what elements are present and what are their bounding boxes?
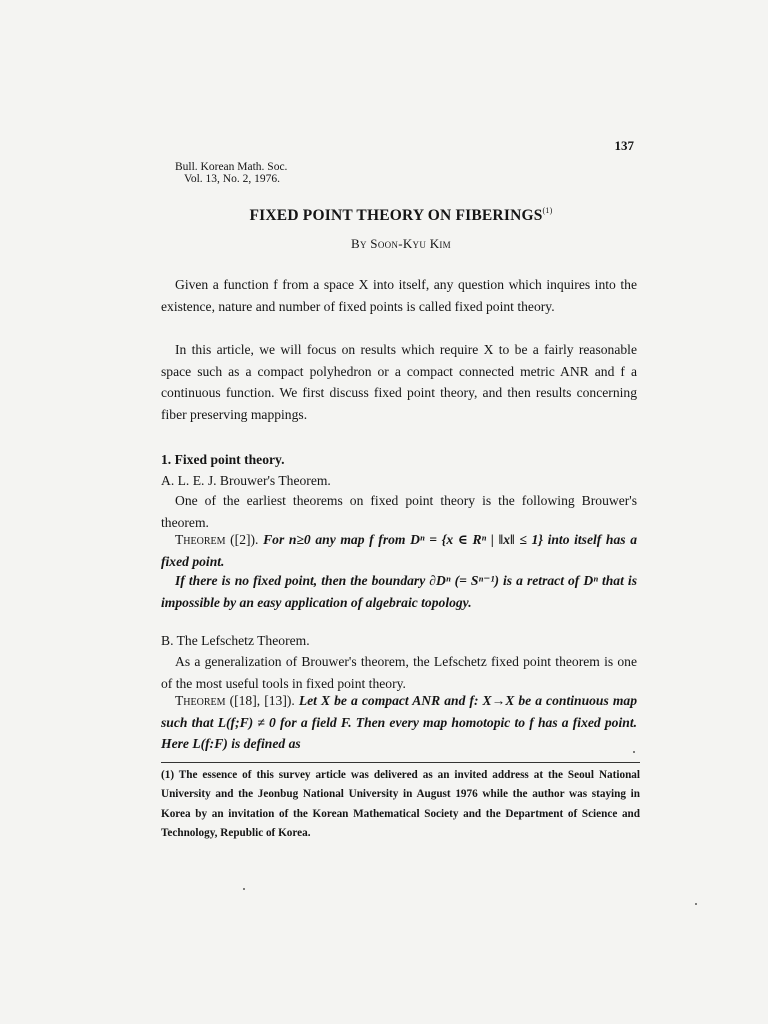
journal-line-1: Bull. Korean Math. Soc.: [175, 161, 288, 173]
journal-line-2: Vol. 13, No. 2, 1976.: [184, 173, 280, 185]
lefschetz-theorem: [161, 690, 637, 755]
paper-title: [160, 206, 642, 225]
intro-paragraph-2: In this article, we will focus on results which require X to be a fairly reasonable space such as a compact polyhedron or a compact connected metric ANR and f a continuous function. We first discuss fixed point theory, and then results concerning fiber preserving mappings.: [161, 342, 637, 422]
subsection-b-heading: B. The Lefschetz Theorem.: [161, 633, 310, 648]
brouwer-theorem-body: For n≥0 any map f from Dⁿ = {x ∈ Rⁿ | ‖x‖ ≤ 1} into itself has a fixed point.: [161, 532, 638, 569]
lefschetz-theorem-label: Theorem ([18], [13]).: [175, 693, 295, 708]
page-number: 137: [614, 138, 634, 153]
brouwer-theorem-label: Theorem ([2]).: [175, 532, 259, 547]
scan-speck: [243, 888, 245, 890]
brouwer-intro-paragraph: One of the earliest theorems on fixed point theory is the following Brouwer's theorem.: [161, 493, 637, 530]
brouwer-theorem: [161, 529, 637, 572]
scan-speck: [695, 903, 697, 905]
author-line: By Soon-Kyu Kim: [350, 236, 451, 251]
footnote-divider: [161, 762, 640, 763]
title-footnote-mark: (1): [542, 206, 553, 215]
journal-citation: [175, 161, 287, 185]
brouwer-remark: If there is no fixed point, then the boundary ∂Dⁿ (= Sⁿ⁻¹) is a retract of Dⁿ that is impossible by an easy application of algebraic topology.: [161, 573, 637, 610]
intro-paragraph-1: Given a function f from a space X into itself, any question which inquires into the existence, nature and number of fixed points is called fixed point theory.: [161, 277, 637, 314]
lefschetz-intro-paragraph: As a generalization of Brouwer's theorem, the Lefschetz fixed point theorem is one of the most useful tools in fixed point theory.: [161, 654, 637, 691]
subsection-a-heading: A. L. E. J. Brouwer's Theorem.: [161, 473, 331, 488]
footnote: (1) The essence of this survey article was delivered as an invited address at the Seoul National University and the Jeonbug National University in August 1976 while the author was staying in Korea by an invitation of the Korean Mathematical Society and the Department of Science and Technology, Republic of Korea.: [161, 769, 640, 840]
lefschetz-theorem-body: Let X be a compact ANR and f: X→X be a continuous map such that L(f;F) ≠ 0 for a field F. Then every map homotopic to f has a fixed point. Here L(f:F) is defined as: [161, 693, 637, 752]
title-text: FIXED POINT THEORY ON FIBERINGS: [249, 207, 543, 224]
scan-speck: [633, 751, 635, 753]
section-1-heading: 1. Fixed point theory.: [161, 452, 285, 467]
